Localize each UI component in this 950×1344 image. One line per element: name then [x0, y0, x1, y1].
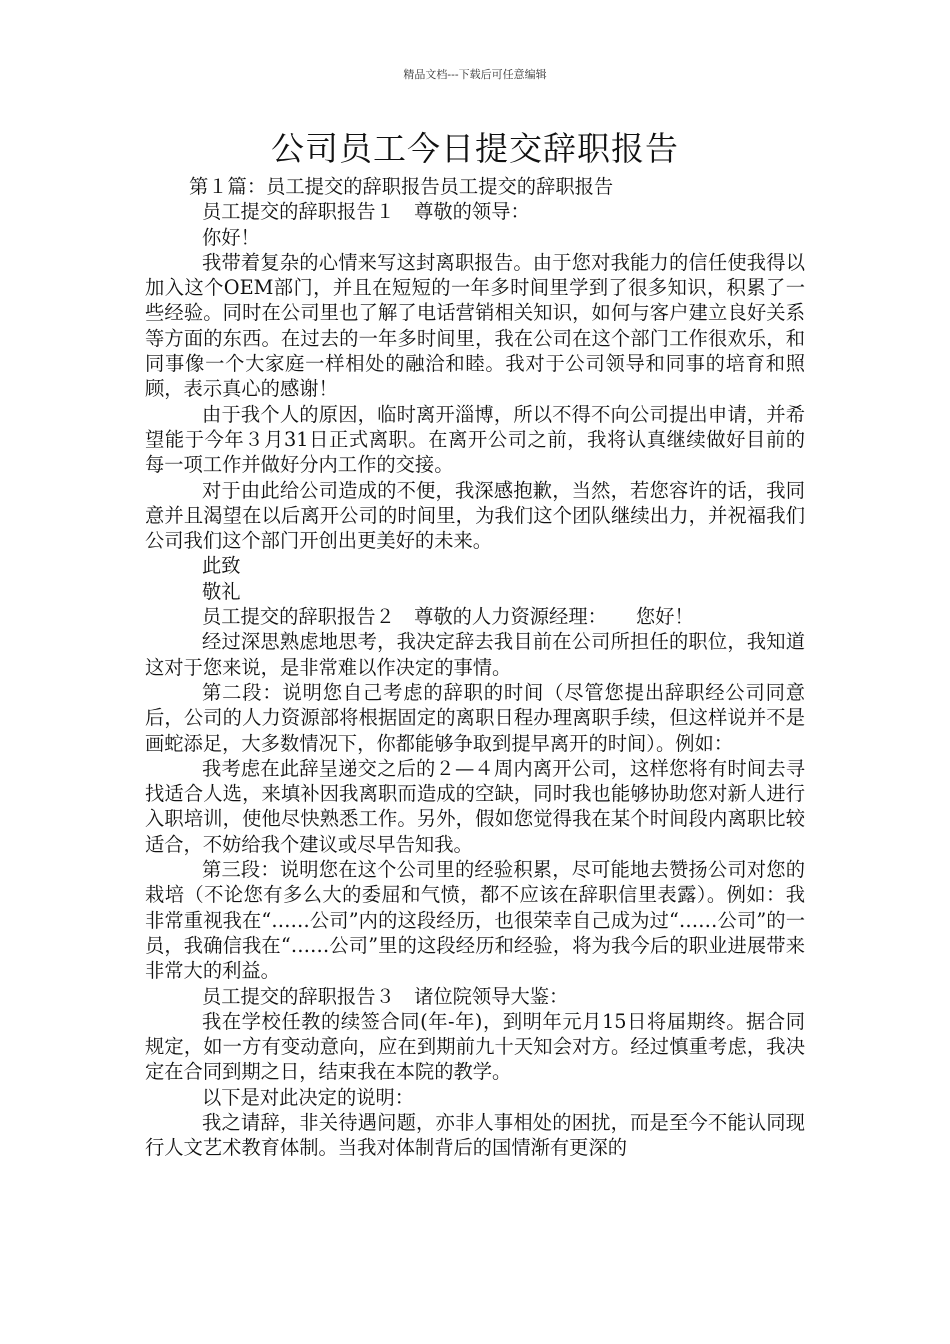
paragraph: 我在学校任教的续签合同(年-年)，到明年元月15日将届期终。据合同规定，如一方有变动意向，应在到期前九十天知会对方。经过慎重考虑，我决定在合同到期之日，结束我在本院的教学。: [145, 1009, 805, 1084]
paragraph: 对于由此给公司造成的不便，我深感抱歉，当然，若您容许的话，我同意并且渴望在以后离开公司的时间里，为我们这个团队继续出力，并祝福我们公司我们这个部门开创出更美好的未来。: [145, 478, 805, 553]
header-note: 精品文档---下载后可任意编辑: [403, 68, 547, 81]
closing-line: 此致: [202, 554, 241, 578]
section-heading-1: 第１篇：员工提交的辞职报告员工提交的辞职报告: [189, 175, 614, 198]
paragraph: 我带着复杂的心情来写这封离职报告。由于您对我能力的信任使我得以加入这个OEM部门，并且在短短的一年多时间里学到了很多知识，积累了一些经验。同时在公司里也了解了电话营销相关知识，如何与客户建立良好关系等方面的东西。在过去的一年多时间里，我在公司在这个部门工作很欢乐，和同事像一个大家庭一样相处的融洽和睦。我对于公司领导和同事的培育和照顾，表示真心的感谢！: [145, 250, 805, 401]
paragraph: 以下是对此决定的说明：: [202, 1085, 415, 1109]
report-1-heading: 员工提交的辞职报告１ 尊敬的领导：: [202, 200, 530, 224]
document-title: 公司员工今日提交辞职报告: [271, 129, 679, 168]
document-body: [145, 174, 805, 1161]
paragraph: 第二段：说明您自己考虑的辞职的时间（尽管您提出辞职经公司同意后，公司的人力资源部将根据固定的离职日程办理离职手续，但这样说并不是画蛇添足，大多数情况下，你都能够争取到提早离开的时间）。例如：: [145, 680, 805, 755]
report-3-heading: 员工提交的辞职报告３ 诸位院领导大鉴：: [202, 984, 569, 1008]
paragraph: 第三段：说明您在这个公司里的经验积累，尽可能地去赞扬公司对您的栽培（不论您有多么大的委屈和气愤，都不应该在辞职信里表露）。例如：我非常重视我在“……公司”内的这段经历，也很荣幸自己成为过“……公司”的一员，我确信我在“……公司”里的这段经历和经验，将为我今后的职业进展带来非常大的利益。: [145, 858, 805, 983]
paragraph: 经过深思熟虑地思考，我决定辞去我目前在公司所担任的职位，我知道这对于您来说，是非常难以作决定的事情。: [145, 630, 805, 679]
report-2-heading: 员工提交的辞职报告２ 尊敬的人力资源经理： 您好！: [202, 605, 694, 629]
closing-line: 敬礼: [202, 579, 241, 603]
paragraph: 我考虑在此辞呈递交之后的２—４周内离开公司，这样您将有时间去寻找适合人选，来填补因我离职而造成的空缺，同时我也能够协助您对新人进行入职培训，使他尽快熟悉工作。另外，假如您觉得我在某个时间段内离职比较适合，不妨给我个建议或尽早告知我。: [145, 756, 805, 856]
paragraph: 我之请辞，非关待遇问题，亦非人事相处的困扰，而是至今不能认同现行人文艺术教育体制。当我对体制背后的国情渐有更深的: [145, 1110, 805, 1160]
greeting: 你好！: [202, 225, 260, 249]
paragraph: 由于我个人的原因，临时离开淄博，所以不得不向公司提出申请，并希望能于今年３月31日正式离职。在离开公司之前，我将认真继续做好目前的每一项工作并做好分内工作的交接。: [145, 402, 805, 477]
